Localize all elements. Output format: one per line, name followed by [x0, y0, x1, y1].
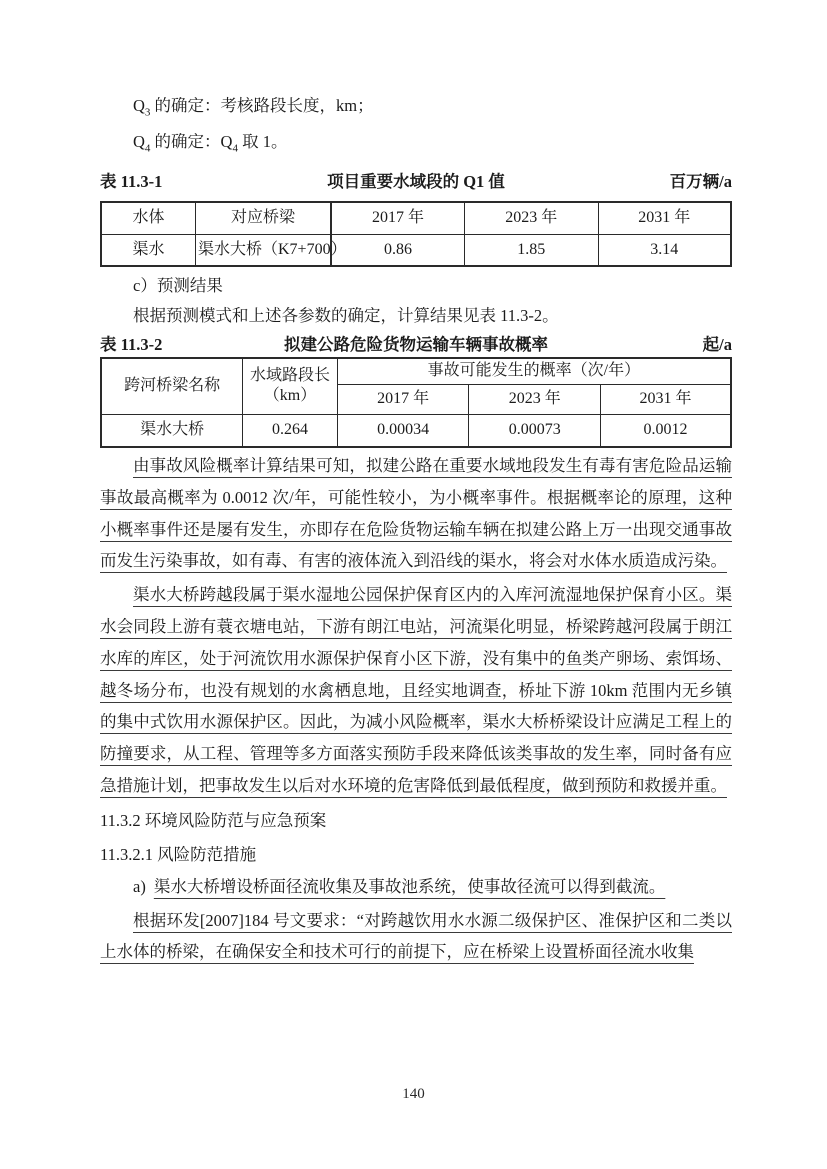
- heading-11-3-2-1: 11.3.2.1 风险防范措施: [100, 844, 257, 864]
- q4-definition-text: 的确定：Q: [150, 132, 233, 151]
- table1-caption-label: 表 11.3-1: [100, 172, 163, 191]
- table1-cell-water-body: 渠水: [101, 234, 196, 266]
- table1-header-2017: 2017 年: [331, 202, 465, 234]
- q3-definition-line: [100, 88, 732, 124]
- q3-symbol: Q: [133, 96, 145, 115]
- table2-cell-2023: 0.00073: [469, 414, 601, 447]
- table1-caption-unit: 百万辆/a: [669, 172, 732, 191]
- q4-definition-tail: 取 1。: [237, 132, 288, 151]
- q4-symbol: Q: [133, 132, 145, 151]
- huanfa-requirement-paragraph: [100, 905, 732, 969]
- table1-header-water-body: 水体: [101, 202, 196, 234]
- q4-subscript-2: 4: [232, 142, 238, 155]
- table2-header-length-line1: 水域路段长: [249, 367, 330, 385]
- risk-probability-text: 由事故风险概率计算结果可知，拟建公路在重要水域地段发生有毒有害危险品运输事故最高概率为 0.0012 次/年，可能性较小，为小概率事件。根据概率论的原理，这种小概率事件还是屡有发生，亦即存在危险货物运输车辆在拟建公路上万一出现交通事故而发生污染事故，如有毒、有害的液体流入到沿线的渠水，将会对水体水质造成污染。: [100, 456, 732, 571]
- risk-probability-paragraph: [100, 450, 732, 577]
- page-content: [100, 88, 732, 968]
- table2-header-bridge-name: 跨河桥梁名称: [101, 358, 243, 414]
- table2-caption-title: 拟建公路危险货物运输车辆事故概率: [284, 335, 548, 354]
- table2-header-probability-group: 事故可能发生的概率（次/年）: [337, 358, 731, 384]
- list-item-a-marker: a): [133, 876, 146, 896]
- table1-data-row: [101, 234, 731, 266]
- huanfa-requirement-text: 根据环发[2007]184 号文要求：“对跨越饮用水水源二级保护区、准保护区和二类以上水体的桥梁，在确保安全和技术可行的前提下，应在桥梁上设置桥面径流水收集: [100, 910, 732, 962]
- table2-data-row: [101, 414, 731, 447]
- table2-caption-label: 表 11.3-2: [100, 335, 163, 354]
- bridge-crossing-paragraph: [100, 579, 732, 802]
- q4-definition-line: [100, 124, 732, 160]
- table-accident-probability: [100, 357, 732, 448]
- table1-header-2023: 2023 年: [464, 202, 598, 234]
- q3-subscript: 3: [144, 106, 151, 119]
- list-item-a-text: 渠水大桥增设桥面径流收集及事故池系统，使事故径流可以得到截流。: [153, 876, 666, 896]
- table1-caption-title: 项目重要水域段的 Q1 值: [327, 172, 505, 191]
- table-q1-values: [100, 201, 732, 267]
- table1-header-2031: 2031 年: [598, 202, 731, 234]
- heading-11-3-2: 11.3.2 环境风险防范与应急预案: [100, 810, 327, 830]
- table2-cell-2017: 0.00034: [337, 414, 469, 447]
- q3-definition-text: 的确定：考核路段长度，km；: [150, 96, 374, 115]
- table1-header-bridge: 对应桥梁: [196, 202, 331, 234]
- table1-cell-bridge: 渠水大桥（K7+700）: [196, 234, 331, 266]
- table1-cell-2017: 0.86: [331, 234, 465, 266]
- section-c-heading: c）预测结果: [133, 276, 223, 295]
- list-item-a: [100, 871, 732, 903]
- table1-header-row: [101, 202, 731, 234]
- table2-cell-bridge-name: 渠水大桥: [101, 414, 243, 447]
- table1-cell-2023: 1.85: [464, 234, 598, 266]
- table1-cell-2031: 3.14: [598, 234, 731, 266]
- bridge-crossing-text: 渠水大桥跨越段属于渠水湿地公园保护保育区内的入库河流湿地保护保育小区。渠水会同段上游有蓑衣塘电站，下游有朗江电站，河流渠化明显，桥梁跨越河段属于朗江水库的库区，处于河流饮用水源保护保育小区下游，没有集中的鱼类产卵场、索饵场、越冬场分布，也没有规划的水禽栖息地，且经实地调查，桥址下游 10km 范围内无乡镇的集中式饮用水源保护区。因此，为减小风险概率，渠水大桥桥梁设计应满足工程上的防撞要求，从工程、管理等多方面落实预防手段来降低该类事故的发生率，同时备有应急措施计划，把事故发生以后对水环境的危害降低到最低程度，做到预防和救援并重。: [100, 585, 732, 795]
- table2-caption-unit: 起/a: [702, 335, 732, 354]
- table2-cell-length: 0.264: [243, 414, 338, 447]
- table2-header-length-line2: （km）: [263, 387, 317, 405]
- page-number: 140: [402, 1086, 425, 1102]
- table2-header-row-1: [101, 358, 731, 384]
- table2-header-section-length: [243, 358, 338, 414]
- q4-subscript: 4: [144, 142, 151, 155]
- table2-cell-2031: 0.0012: [601, 414, 731, 447]
- table2-header-2023: 2023 年: [469, 384, 601, 414]
- table2-caption: [100, 332, 732, 357]
- table2-header-2031: 2031 年: [601, 384, 731, 414]
- table1-caption: [100, 168, 732, 196]
- table2-header-2017: 2017 年: [337, 384, 469, 414]
- prediction-intro-paragraph: 根据预测模式和上述各参数的确定，计算结果见表 11.3-2。: [133, 306, 559, 325]
